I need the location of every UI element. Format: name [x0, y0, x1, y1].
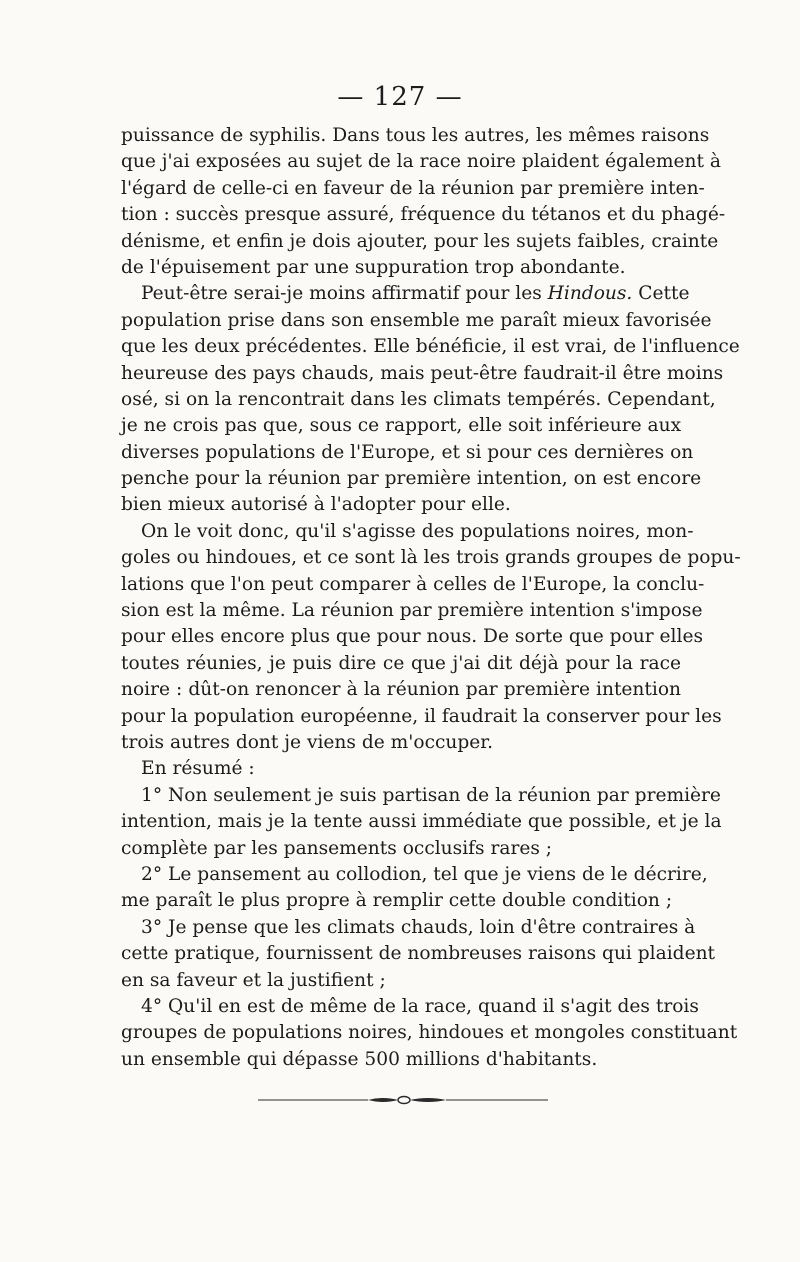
text-line: En résumé :	[141, 758, 255, 780]
list-item-line: complète par les pansements occlusifs rares ;	[121, 837, 553, 859]
text-line: lations que l'on peut comparer à celles de l'Europe, la conclu-	[121, 573, 705, 595]
text-line: On le voit donc, qu'il s'agisse des populations noires, mon-	[141, 520, 694, 542]
text-line: trois autres dont je viens de m'occuper.	[121, 731, 494, 753]
text-line: que j'ai exposées au sujet de la race noire plaident également à	[121, 151, 721, 173]
text-line: population prise dans son ensemble me paraît mieux favorisée	[121, 309, 712, 331]
text-line: diverses populations de l'Europe, et si pour ces dernières on	[121, 441, 694, 463]
text-line: pour elles encore plus que pour nous. De sorte que pour elles	[121, 626, 703, 648]
ornament-center-ring	[398, 1097, 410, 1104]
text-line: je ne crois pas que, sous ce rapport, elle soit inférieure aux	[121, 415, 682, 437]
text-segment: Cette	[638, 283, 690, 305]
text-line: sion est la même. La réunion par première intention s'impose	[121, 600, 703, 622]
text-line: toutes réunies, je puis dire ce que j'ai dit déjà pour la race	[121, 652, 681, 674]
text-line: l'égard de celle-ci en faveur de la réunion par première inten-	[121, 177, 705, 199]
ornament-left-swell	[368, 1098, 398, 1102]
text-line: que les deux précédentes. Elle bénéficie, il est vrai, de l'influence	[121, 336, 740, 358]
text-line: noire : dût-on renoncer à la réunion par première intention	[121, 679, 681, 701]
list-item-line: 2° Le pansement au collodion, tel que je viens de le décrire,	[141, 863, 708, 885]
list-item-line: un ensemble qui dépasse 500 millions d'habitants.	[121, 1048, 598, 1070]
end-ornament-divider	[258, 1093, 548, 1107]
body-text	[121, 123, 741, 1073]
text-line: tion : succès presque assuré, fréquence du tétanos et du phagé-	[121, 204, 726, 226]
list-item-line: cette pratique, fournissent de nombreuses raisons qui plaident	[121, 943, 716, 965]
text-line	[121, 281, 690, 307]
text-line: dénisme, et enfin je dois ajouter, pour les sujets faibles, crainte	[121, 230, 719, 252]
list-item-line: intention, mais je la tente aussi immédiate que possible, et je la	[121, 811, 722, 833]
text-line: de l'épuisement par une suppuration trop abondante.	[121, 256, 626, 278]
text-segment: Peut-être serai-je moins affirmatif pour les	[141, 283, 542, 305]
list-item-line: 1° Non seulement je suis partisan de la réunion par première	[141, 784, 721, 806]
list-item-line: en sa faveur et la justifient ;	[121, 969, 386, 991]
text-line: bien mieux autorisé à l'adopter pour elle.	[121, 494, 511, 516]
ornament-right-swell	[410, 1098, 446, 1102]
list-item-line: me paraît le plus propre à remplir cette double condition ;	[121, 890, 673, 912]
text-line: penche pour la réunion par première intention, on est encore	[121, 468, 702, 490]
text-line: osé, si on la rencontrait dans les climats tempérés. Cependant,	[121, 388, 716, 410]
page-number: — 127 —	[337, 82, 463, 112]
list-item-line: 4° Qu'il en est de même de la race, quand il s'agit des trois	[141, 995, 699, 1017]
text-line: puissance de syphilis. Dans tous les autres, les mêmes raisons	[121, 125, 710, 146]
italic-term: Hindous.	[547, 283, 633, 305]
text-line: pour la population européenne, il faudrait la conserver pour les	[121, 705, 722, 727]
text-line: goles ou hindoues, et ce sont là les trois grands groupes de popu-	[121, 547, 741, 569]
list-item-line: 3° Je pense que les climats chauds, loin d'être contraires à	[141, 916, 696, 938]
list-item-line: groupes de populations noires, hindoues et mongoles constituant	[121, 1022, 738, 1044]
text-line: heureuse des pays chauds, mais peut-être faudrait-il être moins	[121, 362, 724, 384]
